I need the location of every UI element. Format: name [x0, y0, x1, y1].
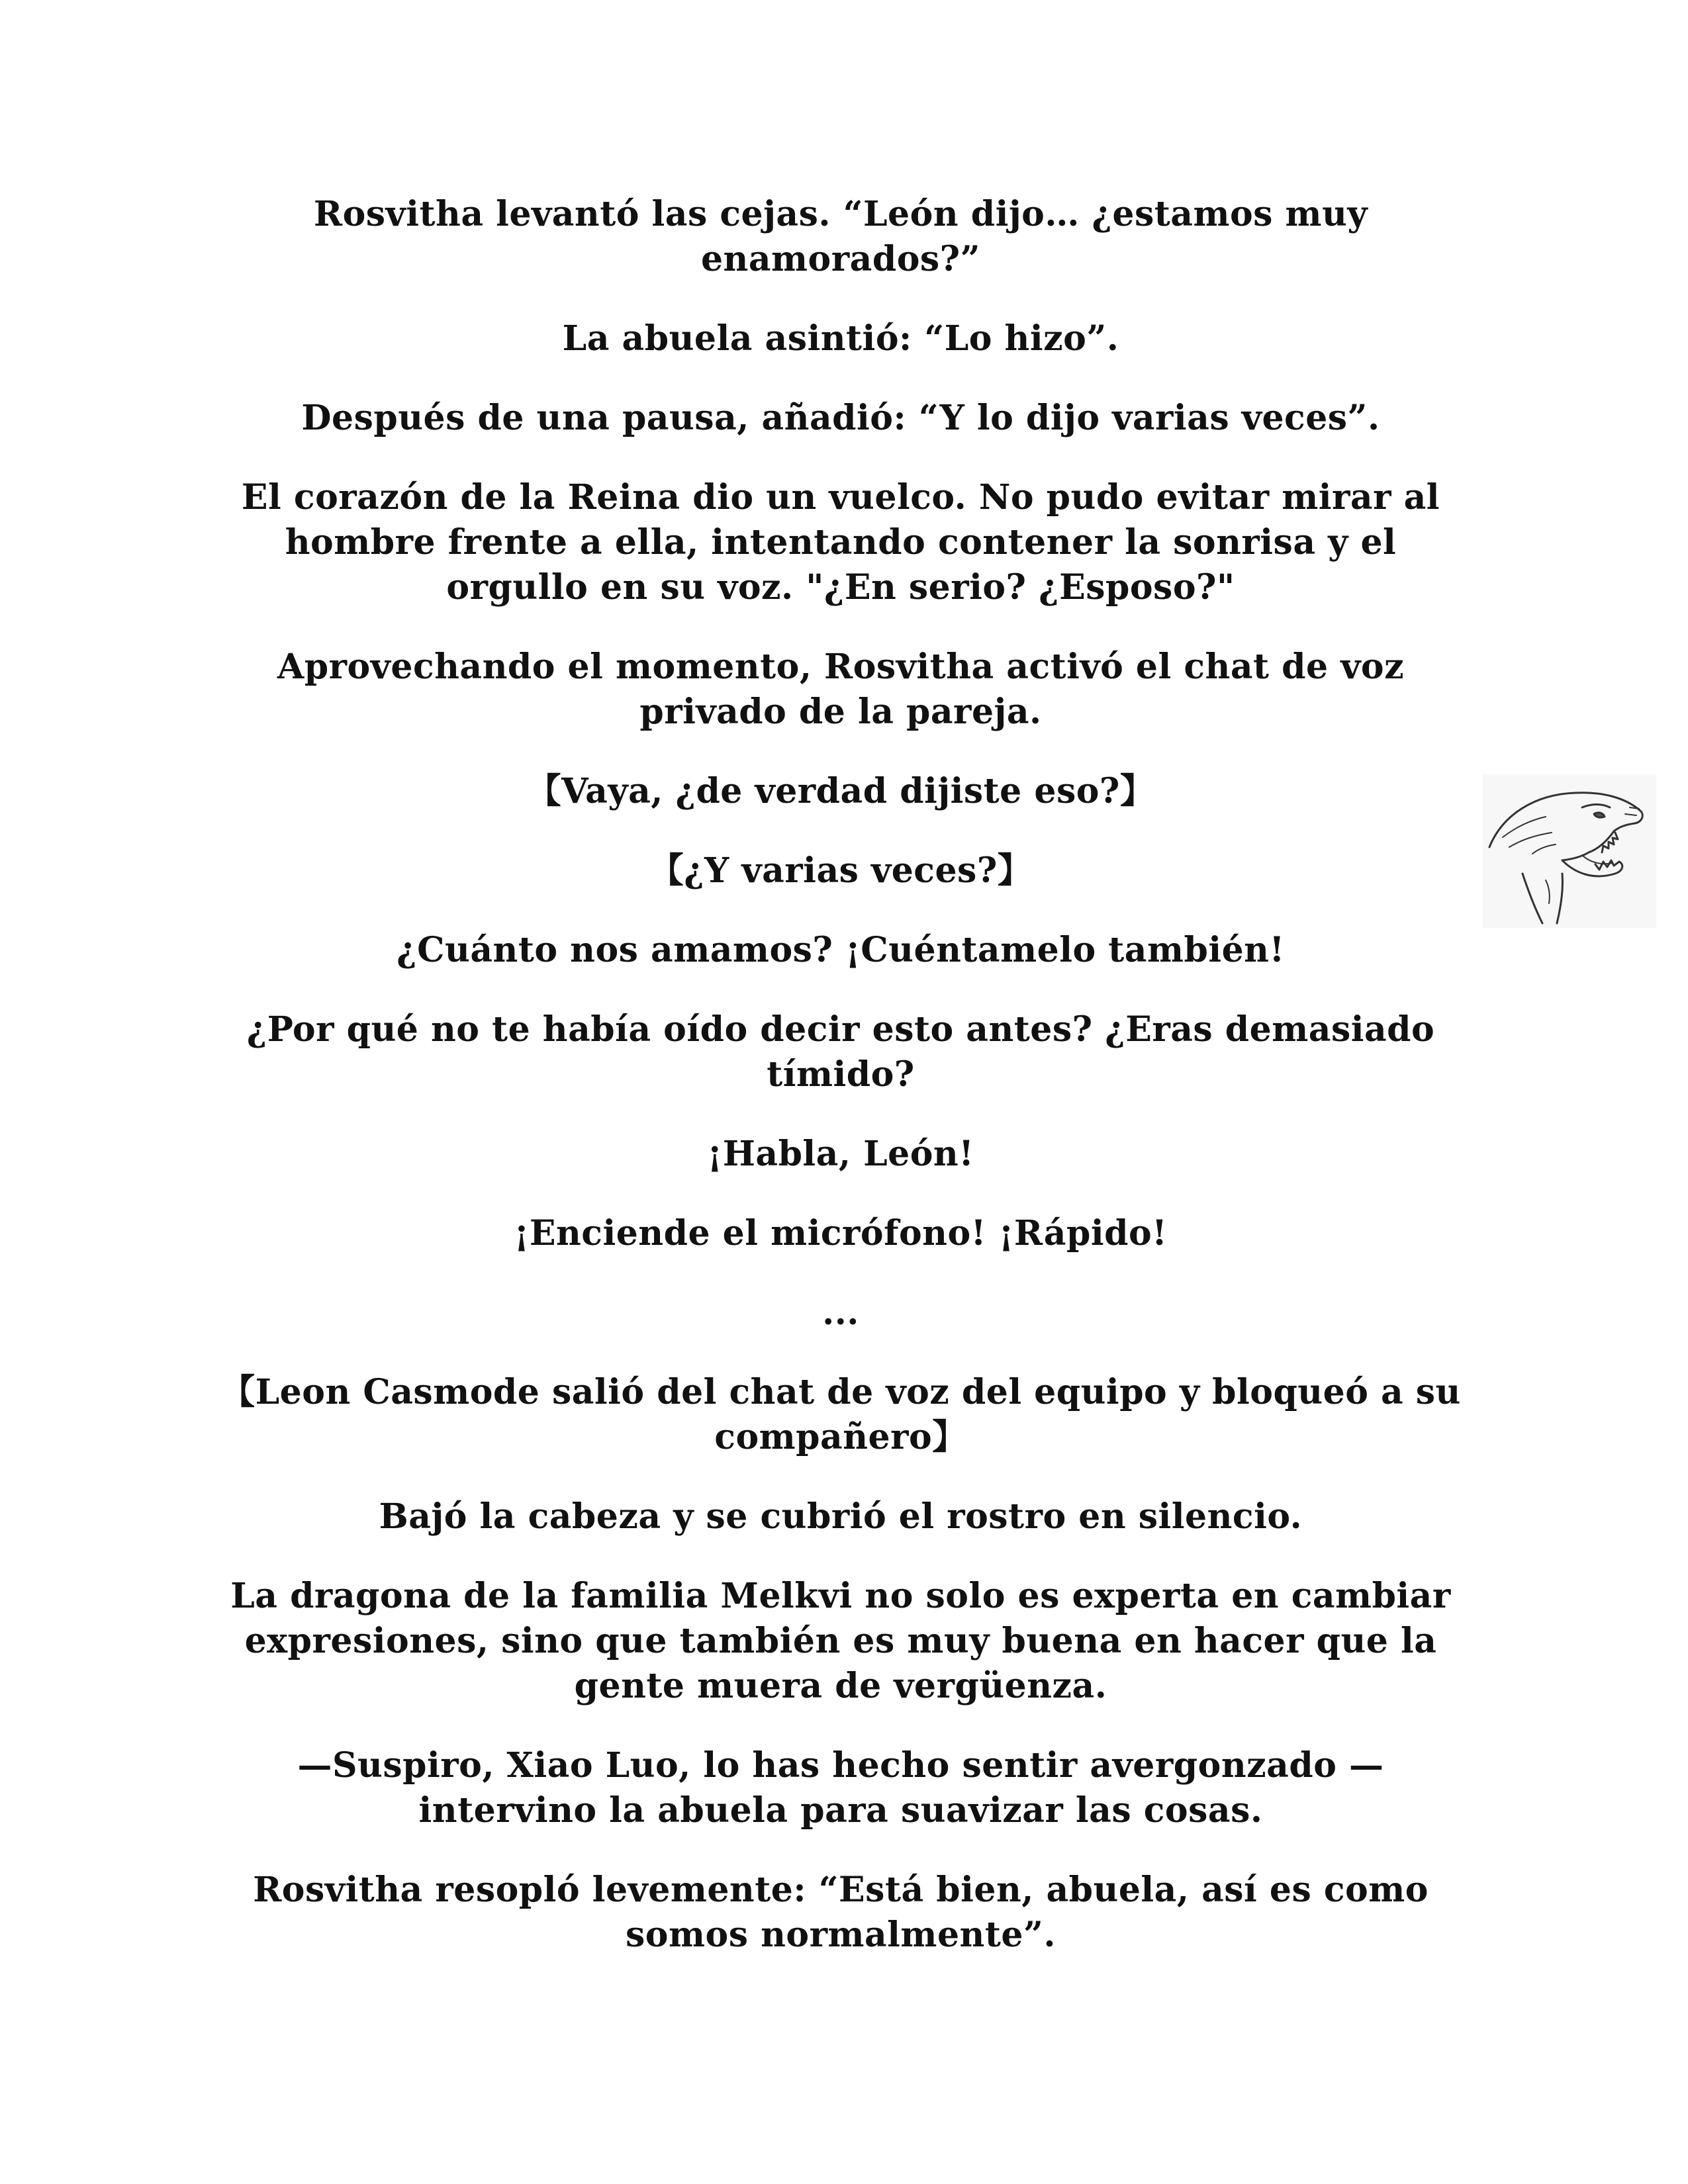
paragraph-3: Después de una pausa, añadió: “Y lo dijo varias veces”. [301, 398, 1380, 438]
dinosaur-head-sketch-icon [1483, 774, 1656, 928]
paragraph-10: ¡Habla, León! [707, 1134, 974, 1174]
paragraph-12: ... [822, 1293, 859, 1333]
paragraph-15: La dragona de la familia Melkvi no solo es experta en cambiar expresiones, sino que también es muy buena en hacer que la gente muera de vergüenza. [230, 1576, 1451, 1706]
paragraph-5: Aprovechando el momento, Rosvitha activó el chat de voz privado de la pareja. [277, 647, 1405, 732]
document-body [218, 192, 1463, 1992]
paragraph-13: 【Leon Casmode salió del chat de voz del equipo y bloqueó a su compañero】 [220, 1372, 1461, 1457]
paragraph-11: ¡Enciende el micrófono! ¡Rápido! [514, 1213, 1168, 1253]
paragraph-9: ¿Por qué no te había oído decir esto antes? ¿Eras demasiado tímido? [246, 1009, 1435, 1095]
paragraph-16: —Suspiro, Xiao Luo, lo has hecho sentir avergonzado — intervino la abuela para suavizar las cosas. [297, 1745, 1384, 1831]
paragraph-4: El corazón de la Reina dio un vuelco. No pudo evitar mirar al hombre frente a ella, intentando contener la sonrisa y el orgullo en su voz. "¿En serio? ¿Esposo?" [241, 477, 1440, 608]
paragraph-7: 【¿Y varias veces?】 [649, 850, 1033, 891]
paragraph-2: La abuela asintió: “Lo hizo”. [562, 318, 1119, 359]
paragraph-1: Rosvitha levantó las cejas. “León dijo… ¿estamos muy enamorados?” [313, 194, 1368, 279]
paragraph-6: 【Vaya, ¿de verdad dijiste eso?】 [526, 771, 1155, 811]
paragraph-17: Rosvitha resopló levemente: “Está bien, abuela, así es como somos normalmente”. [253, 1870, 1429, 1955]
paragraph-14: Bajó la cabeza y se cubrió el rostro en silencio. [379, 1496, 1303, 1537]
paragraph-8: ¿Cuánto nos amamos? ¡Cuéntamelo también! [397, 930, 1285, 970]
